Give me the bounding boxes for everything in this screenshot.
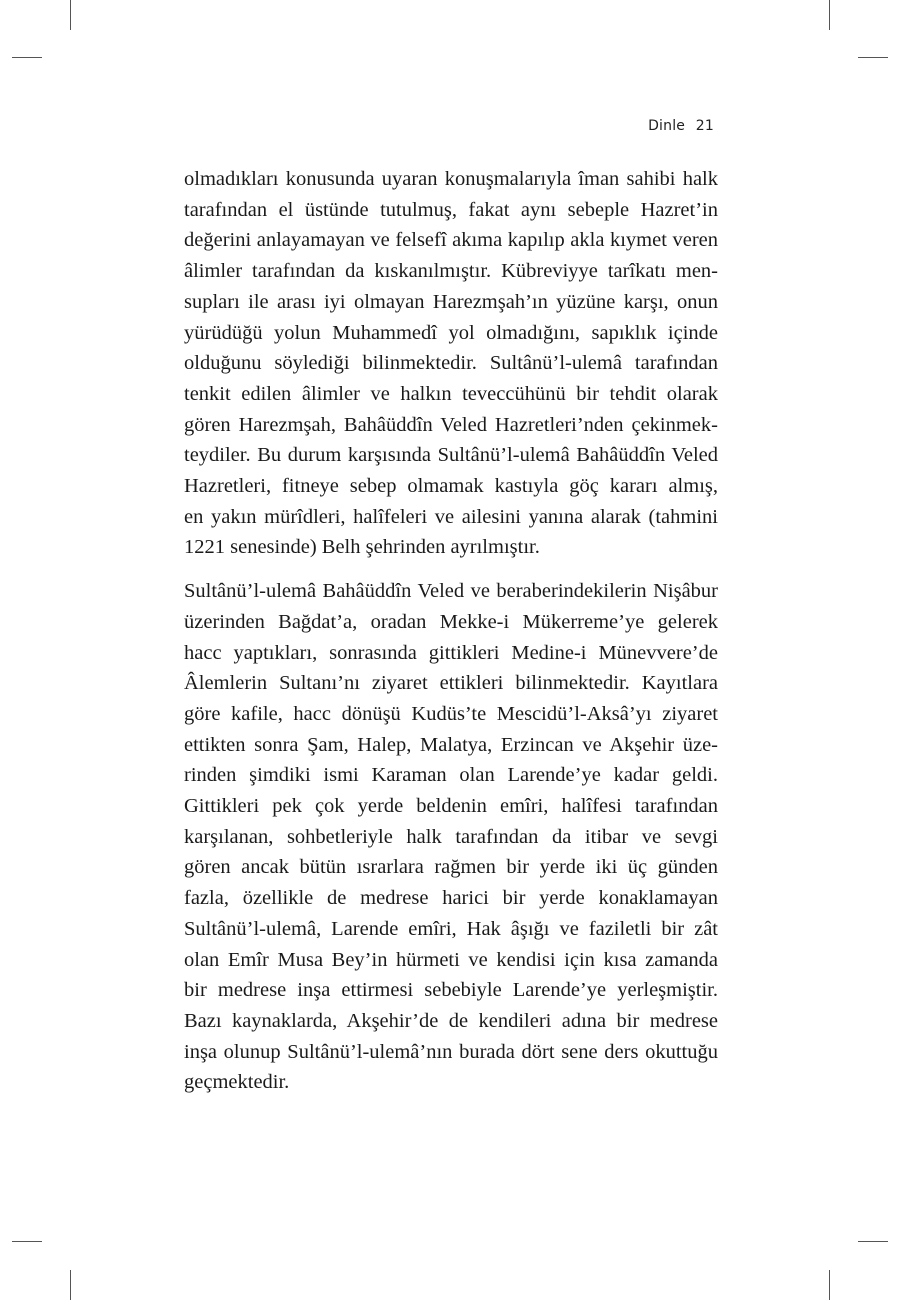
text-line: tenkit edilen âlimler ve halkın teveccühünü bir tehdit olarak: [184, 382, 718, 405]
text-line: âlimler tarafından da kıskanılmıştır. Kübreviyye tarîkatı men-: [184, 260, 718, 283]
text-line: supları ile arası iyi olmayan Harezmşah’ın yüzüne karşı, onun: [184, 290, 718, 313]
crop-mark-top-left: [70, 0, 71, 30]
crop-mark-top-left-h: [12, 57, 42, 58]
running-header-title: Dinle: [648, 118, 686, 134]
text-line: en yakın mürîdleri, halîfeleri ve ailesini yanına alarak (tahmini: [184, 505, 718, 528]
crop-mark-bottom-right: [829, 1270, 830, 1300]
crop-mark-top-right: [829, 0, 830, 30]
crop-mark-top-right-h: [858, 57, 888, 58]
text-line: karşılanan, sohbetleriyle halk tarafından da itibar ve sevgi: [184, 825, 718, 848]
text-line: tarafından el üstünde tutulmuş, fakat aynı sebeple Hazret’in: [184, 198, 718, 221]
text-line: inşa olunup Sultânü’l-ulemâ’nın burada dört sene ders okuttuğu: [184, 1040, 718, 1063]
text-line: Sultânü’l-ulemâ, Larende emîri, Hak âşığı ve faziletli bir zât: [184, 917, 718, 940]
text-line: Gittikleri pek çok yerde beldenin emîri, halîfesi tarafından: [184, 795, 718, 818]
text-line: Âlemlerin Sultanı’nı ziyaret ettikleri bilinmektedir. Kayıtlara: [184, 672, 718, 695]
text-line: değerini anlayamayan ve felsefî akıma kapılıp akla kıymet veren: [184, 229, 718, 252]
running-header: [648, 118, 714, 134]
text-line: teydiler. Bu durum karşısında Sultânü’l-ulemâ Bahâüddîn Veled: [184, 444, 718, 467]
text-line: rinden şimdiki ismi Karaman olan Larende’ye kadar geldi.: [184, 764, 718, 787]
crop-mark-bottom-left: [70, 1270, 71, 1300]
text-line: olan Emîr Musa Bey’in hürmeti ve kendisi için kısa zamanda: [184, 948, 718, 971]
text-line: olmadıkları konusunda uyaran konuşmalarıyla îman sahibi halk: [184, 168, 718, 190]
text-line: hacc yaptıkları, sonrasında gittikleri Medine-i Münevvere’de: [184, 641, 718, 664]
text-line: Bazı kaynaklarda, Akşehir’de de kendileri adına bir medrese: [184, 1009, 718, 1032]
paragraph-1: [184, 164, 718, 563]
page-number: 21: [695, 118, 714, 134]
body-text: [184, 164, 718, 1098]
text-line: üzerinden Bağdat’a, oradan Mekke-i Mükerreme’ye gelerek: [184, 610, 718, 633]
text-line: geçmektedir.: [184, 1071, 290, 1094]
text-line: olduğunu söylediği bilinmektedir. Sultânü’l-ulemâ tarafından: [184, 352, 718, 375]
text-line: göre kafile, hacc dönüşü Kudüs’te Mescidü’l-Aksâ’yı ziyaret: [184, 702, 718, 725]
text-line: 1221 senesinde) Belh şehrinden ayrılmıştır.: [184, 536, 540, 559]
text-line: fazla, özellikle de medrese harici bir yerde konaklamayan: [184, 887, 718, 910]
text-line: yürüdüğü yolun Muhammedî yol olmadığını, sapıklık içinde: [184, 321, 718, 344]
text-line: Sultânü’l-ulemâ Bahâüddîn Veled ve beraberindekilerin Nişâbur: [184, 580, 718, 603]
text-line: gören ancak bütün ısrarlara rağmen bir yerde iki üç günden: [184, 856, 718, 879]
crop-mark-bottom-right-h: [858, 1241, 888, 1242]
crop-mark-bottom-left-h: [12, 1241, 42, 1242]
text-line: ettikten sonra Şam, Halep, Malatya, Erzincan ve Akşehir üze-: [184, 733, 718, 756]
text-line: Hazretleri, fitneye sebep olmamak kastıyla göç kararı almış,: [184, 475, 718, 498]
paragraph-2: [184, 576, 718, 1098]
text-line: bir medrese inşa ettirmesi sebebiyle Larende’ye yerleşmiştir.: [184, 979, 718, 1002]
text-line: gören Harezmşah, Bahâüddîn Veled Hazretleri’nden çekinmek-: [184, 413, 718, 436]
